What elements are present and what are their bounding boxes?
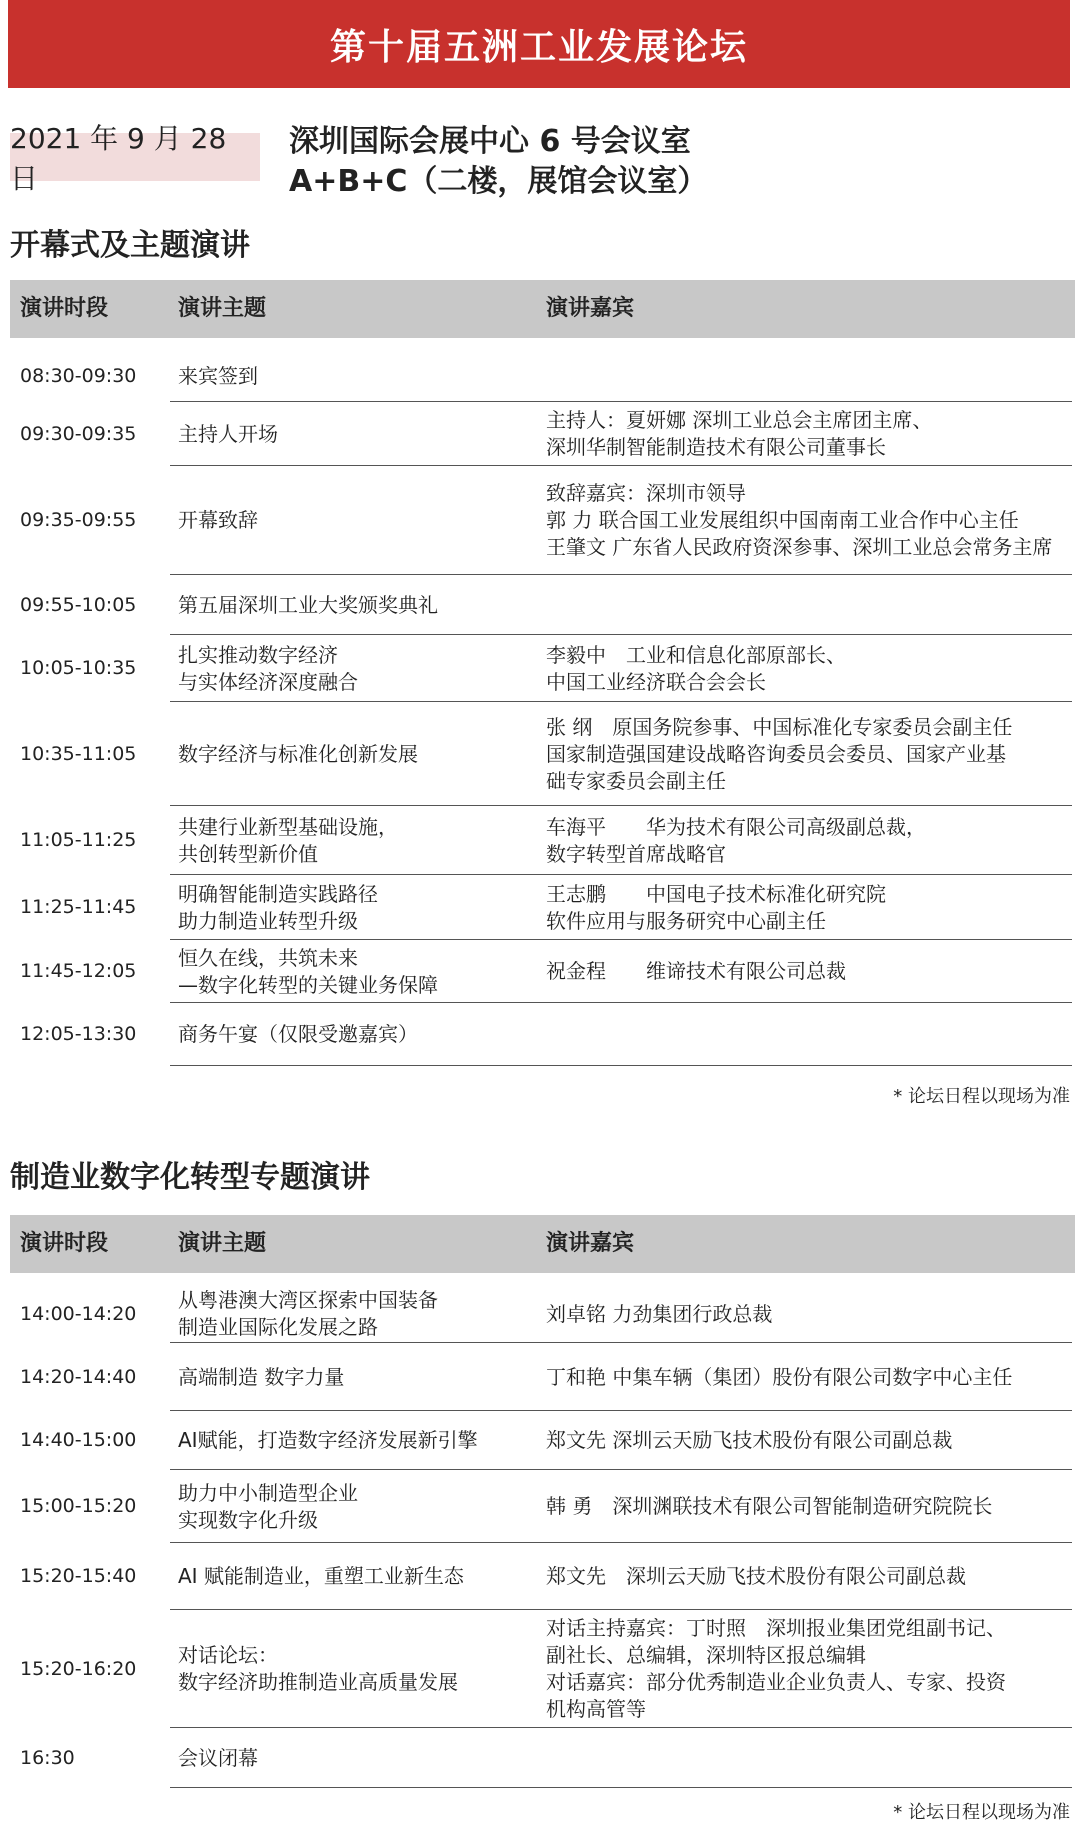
topic-line: 助力制造业转型升级 — [178, 908, 358, 933]
speaker-line: 刘卓铭 力劲集团行政总裁 — [546, 1301, 773, 1326]
session-topic — [178, 402, 538, 466]
speaker-line: 中国工业经济联合会会长 — [546, 669, 766, 694]
row-divider — [170, 1065, 1072, 1066]
session-speaker — [546, 635, 1076, 702]
session-time: 09:30-09:35 — [20, 422, 137, 445]
session-topic — [178, 940, 538, 1003]
session-topic — [178, 1411, 538, 1470]
date-badge — [10, 122, 260, 195]
session-topic — [178, 466, 538, 575]
speaker-line: 国家制造强国建设战略咨询委员会委员、国家产业基 — [546, 741, 1006, 766]
speaker-line: 副社长、总编辑，深圳特区报总编辑 — [546, 1643, 866, 1667]
session-speaker — [546, 1343, 1076, 1411]
session-topic — [178, 875, 538, 940]
session-time: 08:30-09:30 — [20, 364, 137, 387]
session-topic — [178, 1728, 538, 1788]
speaker-line: 车海平 华为技术有限公司高级副总裁， — [546, 814, 926, 839]
topic-line: 制造业国际化发展之路 — [178, 1315, 378, 1339]
speaker-line: 李毅中 工业和信息化部原部长、 — [546, 642, 846, 667]
speaker-line: 韩 勇 深圳渊联技术有限公司智能制造研究院院长 — [546, 1494, 993, 1518]
topic-line: 数字经济助推制造业高质量发展 — [178, 1670, 458, 1694]
table-row — [0, 635, 1080, 702]
row-divider — [170, 1787, 1072, 1788]
session-topic — [178, 1285, 538, 1343]
topic-line: AI 赋能制造业，重塑工业新生态 — [178, 1564, 464, 1588]
topic-line: AI赋能，打造数字经济发展新引擎 — [178, 1428, 478, 1452]
session-speaker — [546, 575, 1076, 635]
table-row — [0, 466, 1080, 575]
speaker-line: 对话嘉宾：部分优秀制造业企业负责人、专家、投资 — [546, 1670, 1006, 1694]
table-row — [0, 940, 1080, 1003]
speaker-line: 深圳华制智能制造技术有限公司董事长 — [546, 435, 886, 459]
session-speaker — [546, 1543, 1076, 1610]
column-header-speaker: 演讲嘉宾 — [546, 1231, 635, 1256]
session-speaker — [546, 702, 1076, 806]
table-row — [0, 1411, 1080, 1470]
table-row — [0, 575, 1080, 635]
session-time: 11:45-12:05 — [20, 960, 137, 982]
speaker-line: 王肇文 广东省人民政府资深参事、深圳工业总会常务主席 — [546, 535, 1053, 559]
session-time: 10:35-11:05 — [20, 742, 137, 765]
session-speaker — [546, 875, 1076, 940]
session-speaker — [546, 1728, 1076, 1788]
session-topic — [178, 350, 538, 402]
topic-line: 扎实推动数字经济 — [178, 642, 338, 667]
event-date: 2021 年 9 月 28 日 — [10, 122, 227, 195]
speaker-line: 郭 力 联合国工业发展组织中国南南工业合作中心主任 — [546, 508, 1019, 532]
session-speaker — [546, 806, 1076, 875]
speaker-line: 主持人：夏妍娜 深圳工业总会主席团主席、 — [546, 408, 933, 432]
session-time: 10:05-10:35 — [20, 657, 137, 679]
session-topic — [178, 575, 538, 635]
table-header-opening — [10, 280, 1075, 338]
session-time: 12:05-13:30 — [20, 1023, 137, 1045]
speaker-line: 对话主持嘉宾：丁时照 深圳报业集团党组副书记、 — [546, 1616, 1006, 1640]
section-title-opening: 开幕式及主题演讲 — [10, 228, 250, 263]
session-time: 11:05-11:25 — [20, 829, 137, 851]
speaker-line: 软件应用与服务研究中心副主任 — [546, 908, 826, 933]
speaker-line: 张 纲 原国务院参事、中国标准化专家委员会副主任 — [546, 714, 1013, 739]
topic-line: 助力中小制造型企业 — [178, 1480, 358, 1505]
topic-line: 共创转型新价值 — [178, 841, 318, 866]
speaker-line: 础专家委员会副主任 — [546, 768, 726, 793]
session-speaker — [546, 940, 1076, 1003]
table-row — [0, 1610, 1080, 1728]
session-speaker — [546, 1470, 1076, 1543]
topic-line: 共建行业新型基础设施， — [178, 814, 398, 839]
session-speaker — [546, 1003, 1076, 1066]
table-row — [0, 1543, 1080, 1610]
column-header-time: 演讲时段 — [20, 1231, 109, 1256]
speaker-line: 机构高管等 — [546, 1697, 646, 1721]
session-time: 14:40-15:00 — [20, 1429, 137, 1451]
schedule-note-digital: * 论坛日程以现场为准 — [893, 1802, 1070, 1823]
session-time: 14:00-14:20 — [20, 1302, 137, 1325]
session-topic — [178, 1470, 538, 1543]
section-title-digital: 制造业数字化转型专题演讲 — [10, 1160, 370, 1195]
session-time: 09:55-10:05 — [20, 593, 137, 616]
table-row — [0, 1285, 1080, 1343]
speaker-line: 丁和艳 中集车辆（集团）股份有限公司数字中心主任 — [546, 1364, 1013, 1389]
topic-line: 对话论坛： — [178, 1643, 278, 1667]
table-row — [0, 875, 1080, 940]
table-header-digital — [10, 1215, 1075, 1273]
session-topic — [178, 635, 538, 702]
session-time: 09:35-09:55 — [20, 509, 137, 531]
session-time: 16:30 — [20, 1746, 75, 1769]
table-row — [0, 402, 1080, 466]
topic-line: 主持人开场 — [178, 421, 278, 446]
venue-line-2: A+B+C（二楼，展馆会议室） — [289, 164, 708, 199]
topic-line: 来宾签到 — [178, 363, 258, 388]
session-speaker — [546, 1610, 1076, 1728]
topic-line: 会议闭幕 — [178, 1745, 258, 1770]
topic-line: 明确智能制造实践路径 — [178, 881, 378, 906]
topic-line: 数字经济与标准化创新发展 — [178, 741, 418, 766]
session-topic — [178, 702, 538, 806]
session-topic — [178, 1543, 538, 1610]
topic-line: 高端制造 数字力量 — [178, 1364, 345, 1389]
speaker-line: 致辞嘉宾：深圳市领导 — [546, 481, 746, 505]
venue-line-1: 深圳国际会展中心 6 号会议室 — [289, 124, 691, 159]
speaker-line: 郑文先 深圳云天励飞技术股份有限公司副总裁 — [546, 1428, 953, 1452]
table-row — [0, 350, 1080, 402]
session-speaker — [546, 402, 1076, 466]
topic-line: 实现数字化升级 — [178, 1507, 318, 1532]
session-time: 11:25-11:45 — [20, 896, 137, 918]
session-topic — [178, 806, 538, 875]
session-topic — [178, 1003, 538, 1066]
column-header-topic: 演讲主题 — [178, 296, 267, 321]
session-time: 14:20-14:40 — [20, 1365, 137, 1388]
table-row — [0, 1343, 1080, 1411]
session-time: 15:20-15:40 — [20, 1565, 137, 1587]
topic-line: 从粤港澳大湾区探索中国装备 — [178, 1288, 438, 1312]
session-topic — [178, 1610, 538, 1728]
session-speaker — [546, 1285, 1076, 1343]
session-topic — [178, 1343, 538, 1411]
table-row — [0, 1728, 1080, 1788]
speaker-line: 郑文先 深圳云天励飞技术股份有限公司副总裁 — [546, 1564, 966, 1588]
topic-line: 与实体经济深度融合 — [178, 669, 358, 694]
session-speaker — [546, 466, 1076, 575]
table-row — [0, 1003, 1080, 1066]
forum-title: 第十届五洲工业发展论坛 — [329, 26, 748, 68]
topic-line: 恒久在线，共筑未来 — [178, 945, 358, 970]
speaker-line: 王志鹏 中国电子技术标准化研究院 — [546, 881, 886, 906]
session-speaker — [546, 1411, 1076, 1470]
column-header-topic: 演讲主题 — [178, 1231, 267, 1256]
column-header-speaker: 演讲嘉宾 — [546, 296, 635, 321]
table-row — [0, 702, 1080, 806]
speaker-line: 祝金程 维谛技术有限公司总裁 — [546, 959, 846, 983]
table-row — [0, 806, 1080, 875]
topic-line: 开幕致辞 — [178, 508, 258, 532]
topic-line: 第五届深圳工业大奖颁奖典礼 — [178, 592, 438, 617]
topic-line: 商务午宴（仅限受邀嘉宾） — [178, 1022, 418, 1046]
venue — [289, 122, 707, 202]
session-time: 15:20-16:20 — [20, 1657, 137, 1680]
session-time: 15:00-15:20 — [20, 1495, 137, 1517]
topic-line: —数字化转型的关键业务保障 — [178, 972, 438, 997]
column-header-time: 演讲时段 — [20, 296, 109, 321]
speaker-line: 数字转型首席战略官 — [546, 841, 726, 866]
forum-title-banner — [8, 0, 1070, 88]
table-row — [0, 1470, 1080, 1543]
schedule-note-opening: * 论坛日程以现场为准 — [893, 1086, 1070, 1107]
session-speaker — [546, 350, 1076, 402]
